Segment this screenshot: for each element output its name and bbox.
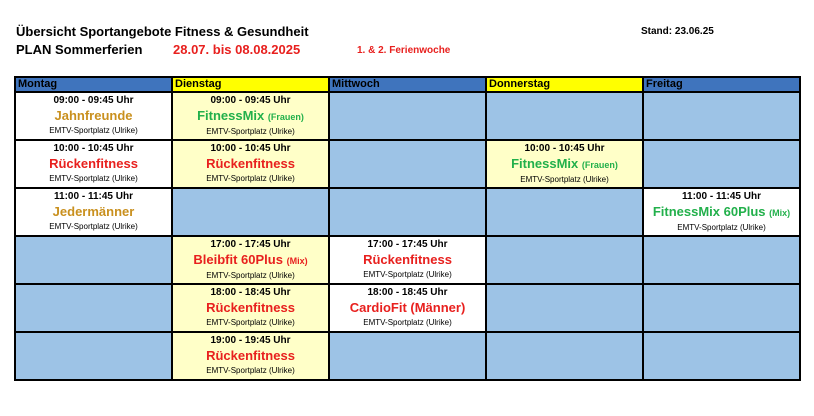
course-location: EMTV-Sportplatz (Ulrike)	[49, 174, 138, 183]
course-name: FitnessMix	[511, 156, 579, 171]
course-title	[173, 299, 328, 317]
course-entry	[16, 93, 171, 137]
course-name: Rückenfitness	[206, 348, 295, 363]
course-title	[330, 251, 485, 269]
table-row	[15, 188, 800, 236]
course-location: EMTV-Sportplatz (Ulrike)	[206, 271, 295, 280]
course-title	[16, 155, 171, 173]
document-title: Übersicht Sportangebote Fitness & Gesundheit	[16, 24, 309, 39]
table-row	[15, 332, 800, 380]
day-header-dienstag: Dienstag	[172, 77, 329, 92]
course-time: 11:00 - 11:45 Uhr	[54, 191, 133, 202]
course-time: 10:00 - 10:45 Uhr	[524, 143, 605, 154]
course-entry	[330, 237, 485, 281]
course-name: Bleibfit 60Plus	[193, 252, 283, 267]
course-location: EMTV-Sportplatz (Ulrike)	[206, 127, 295, 136]
empty-slot	[643, 92, 800, 140]
schedule-table	[14, 76, 801, 381]
table-row	[15, 236, 800, 284]
empty-slot	[329, 188, 486, 236]
course-location: EMTV-Sportplatz (Ulrike)	[49, 126, 138, 135]
empty-slot	[486, 332, 643, 380]
course-slot	[172, 284, 329, 332]
course-slot	[329, 236, 486, 284]
day-header-mittwoch: Mittwoch	[329, 77, 486, 92]
course-name: Rückenfitness	[206, 300, 295, 315]
course-entry	[16, 189, 171, 233]
course-title	[173, 251, 328, 270]
empty-slot	[486, 92, 643, 140]
course-name: Jahnfreunde	[54, 108, 133, 123]
course-audience: (Mix)	[769, 208, 791, 218]
date-range: 28.07. bis 08.08.2025	[173, 42, 301, 57]
course-entry	[173, 333, 328, 377]
course-audience: (Frauen)	[581, 160, 618, 170]
course-entry	[173, 237, 328, 282]
course-location: EMTV-Sportplatz (Ulrike)	[677, 223, 766, 232]
empty-slot	[643, 284, 800, 332]
empty-slot	[15, 332, 172, 380]
course-location: EMTV-Sportplatz (Ulrike)	[206, 318, 295, 327]
course-entry	[173, 285, 328, 329]
course-location: EMTV-Sportplatz (Ulrike)	[363, 270, 452, 279]
empty-slot	[329, 140, 486, 188]
course-name: Rückenfitness	[363, 252, 452, 267]
stand-date: Stand: 23.06.25	[641, 26, 714, 37]
course-location: EMTV-Sportplatz (Ulrike)	[206, 366, 295, 375]
empty-slot	[486, 284, 643, 332]
course-location: EMTV-Sportplatz (Ulrike)	[363, 318, 452, 327]
schedule-body	[15, 92, 800, 380]
empty-slot	[643, 236, 800, 284]
course-time: 11:00 - 11:45 Uhr	[682, 191, 761, 202]
course-name: CardioFit (Männer)	[349, 300, 466, 315]
course-time: 09:00 - 09:45 Uhr	[210, 95, 291, 106]
day-header-donnerstag: Donnerstag	[486, 77, 643, 92]
course-slot	[172, 92, 329, 140]
course-title	[487, 155, 642, 174]
course-title	[16, 107, 171, 125]
weeks-label: 1. & 2. Ferienwoche	[357, 45, 451, 56]
course-location: EMTV-Sportplatz (Ulrike)	[49, 222, 138, 231]
empty-slot	[643, 332, 800, 380]
course-time: 09:00 - 09:45 Uhr	[53, 95, 134, 106]
course-name: Jedermänner	[52, 204, 135, 219]
course-time: 10:00 - 10:45 Uhr	[210, 143, 291, 154]
course-title	[330, 299, 485, 317]
empty-slot	[15, 236, 172, 284]
empty-slot	[643, 140, 800, 188]
course-name: FitnessMix 60Plus	[652, 204, 766, 219]
course-entry	[173, 93, 328, 138]
course-title	[173, 347, 328, 365]
course-time: 19:00 - 19:45 Uhr	[210, 335, 291, 346]
course-slot	[329, 284, 486, 332]
day-header-freitag: Freitag	[643, 77, 800, 92]
day-header-row	[15, 77, 800, 92]
empty-slot	[329, 92, 486, 140]
course-time: 18:00 - 18:45 Uhr	[210, 287, 291, 298]
course-entry	[487, 141, 642, 186]
day-header-montag: Montag	[15, 77, 172, 92]
course-slot	[172, 140, 329, 188]
course-entry	[330, 285, 485, 329]
course-entry	[644, 189, 799, 234]
course-slot	[15, 188, 172, 236]
course-location: EMTV-Sportplatz (Ulrike)	[206, 174, 295, 183]
course-slot	[15, 140, 172, 188]
course-name: Rückenfitness	[49, 156, 138, 171]
empty-slot	[486, 188, 643, 236]
course-title	[644, 203, 799, 222]
table-row	[15, 284, 800, 332]
empty-slot	[486, 236, 643, 284]
course-entry	[173, 141, 328, 185]
course-location: EMTV-Sportplatz (Ulrike)	[520, 175, 609, 184]
course-time: 17:00 - 17:45 Uhr	[367, 239, 448, 250]
course-audience: (Frauen)	[267, 112, 304, 122]
course-slot	[486, 140, 643, 188]
empty-slot	[329, 332, 486, 380]
plan-label: PLAN Sommerferien	[16, 42, 143, 57]
course-slot	[15, 92, 172, 140]
course-name: Rückenfitness	[206, 156, 295, 171]
course-audience: (Mix)	[286, 256, 308, 266]
table-row	[15, 92, 800, 140]
course-entry	[16, 141, 171, 185]
course-title	[16, 203, 171, 221]
course-time: 18:00 - 18:45 Uhr	[367, 287, 448, 298]
course-title	[173, 155, 328, 173]
course-time: 10:00 - 10:45 Uhr	[53, 143, 134, 154]
course-title	[173, 107, 328, 126]
course-slot	[172, 332, 329, 380]
course-name: FitnessMix	[197, 108, 265, 123]
course-slot	[172, 236, 329, 284]
empty-slot	[15, 284, 172, 332]
empty-slot	[172, 188, 329, 236]
table-row	[15, 140, 800, 188]
course-time: 17:00 - 17:45 Uhr	[210, 239, 291, 250]
course-slot	[643, 188, 800, 236]
